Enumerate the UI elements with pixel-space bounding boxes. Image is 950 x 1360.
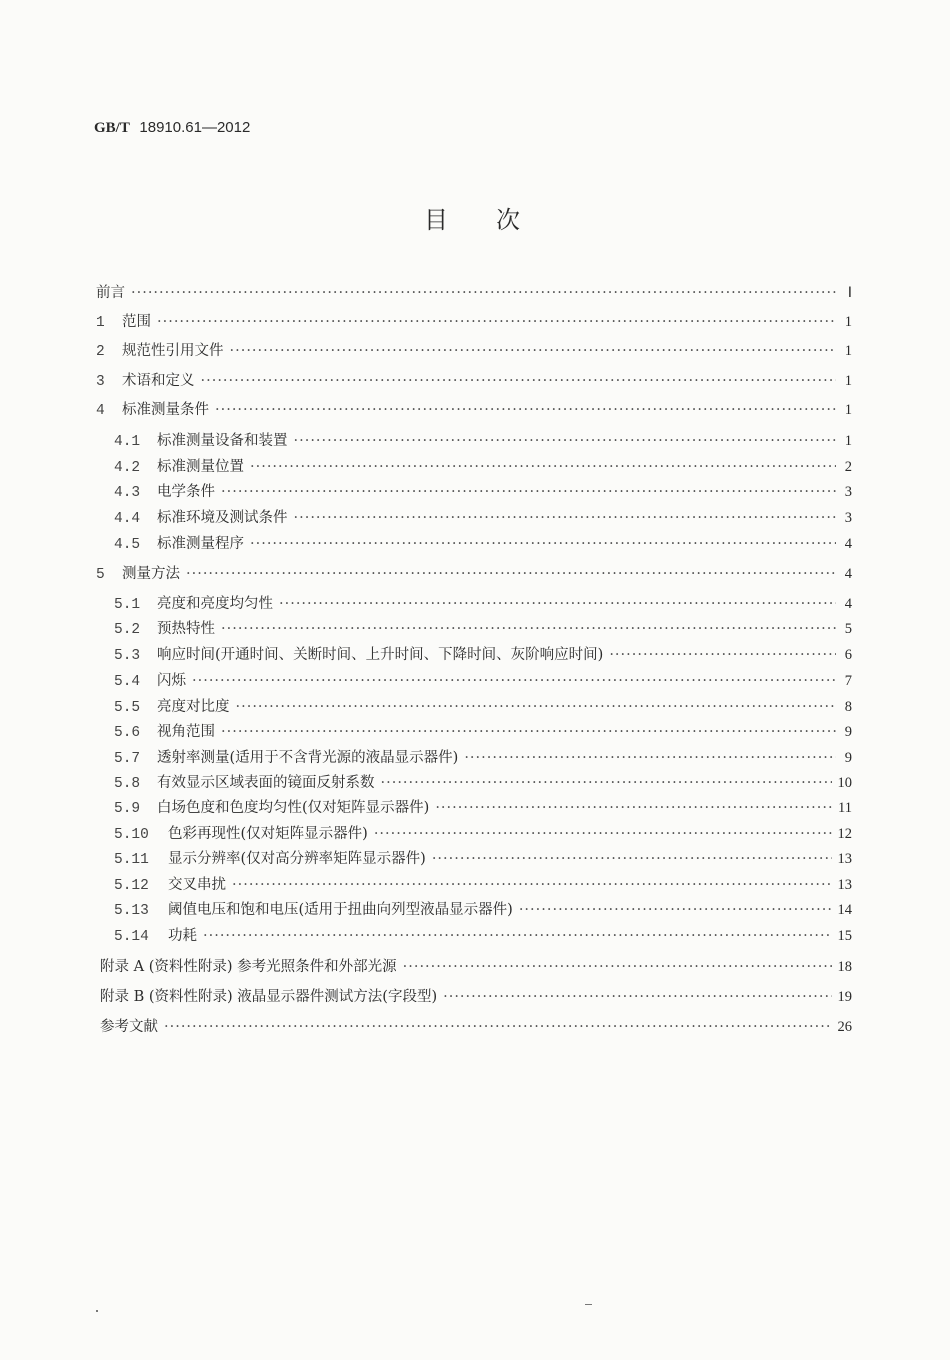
toc-entry-page: 4 — [844, 536, 852, 552]
toc-entry-page: 3 — [844, 510, 852, 526]
toc-entry-page: 1 — [844, 343, 852, 359]
dot-leader — [279, 594, 836, 614]
toc-entry-number: 5.8 — [114, 776, 141, 792]
toc-entry-title: 交叉串扰 — [168, 877, 226, 893]
toc-entry[interactable] — [114, 671, 852, 691]
toc-entry-title: 阈值电压和饱和电压(适用于扭曲向列型液晶显示器件) — [168, 902, 513, 918]
toc-entry-number: 4.5 — [114, 537, 141, 553]
toc-entry-title: 术语和定义 — [122, 373, 195, 389]
toc-entry-title: 标准测量程序 — [157, 536, 244, 552]
dot-leader — [215, 400, 836, 420]
toc-entry-title: 标准环境及测试条件 — [157, 510, 288, 526]
toc-entry[interactable] — [114, 619, 852, 639]
toc-entry[interactable] — [114, 798, 852, 818]
toc-entry[interactable] — [114, 875, 852, 895]
dot-leader — [192, 671, 836, 691]
toc-entry-page: 11 — [838, 800, 852, 816]
toc-entry-title: 有效显示区域表面的镜面反射系数 — [157, 775, 375, 791]
toc-entry-number: 5.11 — [114, 852, 149, 868]
toc-entry-number: 2 — [96, 344, 105, 360]
toc-entry-number: 4.2 — [114, 460, 141, 476]
toc-entry[interactable] — [114, 748, 852, 768]
toc-entry-page: 3 — [844, 484, 852, 500]
toc-entry-page: 1 — [844, 373, 852, 389]
dot-leader — [221, 619, 836, 639]
dot-leader — [435, 798, 832, 818]
toc-entry-page: Ⅰ — [847, 285, 852, 301]
toc-entry[interactable] — [96, 341, 852, 361]
toc-entry-number: 5.13 — [114, 903, 149, 919]
scan-speck — [96, 1310, 98, 1312]
toc-entry-title: 前言 — [96, 285, 125, 301]
toc-entry-number: 4.3 — [114, 485, 141, 501]
toc-entry-number: 5.5 — [114, 700, 141, 716]
toc-entry-title: 闪烁 — [157, 673, 186, 689]
toc-entry[interactable] — [114, 508, 852, 528]
toc-entry[interactable] — [100, 987, 852, 1007]
toc-entry-number: 1 — [96, 315, 105, 331]
toc-entry[interactable] — [114, 697, 852, 717]
dot-leader — [432, 849, 832, 869]
toc-entry-title: 亮度对比度 — [157, 699, 230, 715]
toc-entry-title: 附录 A (资料性附录) 参考光照条件和外部光源 — [100, 959, 397, 975]
dot-leader — [464, 748, 836, 768]
toc-entry-number: 5.12 — [114, 878, 149, 894]
toc-entry-page: 9 — [844, 724, 852, 740]
toc-entry-page: 1 — [844, 402, 852, 418]
dot-leader — [221, 482, 836, 502]
toc-entry[interactable] — [114, 926, 852, 946]
toc-entry-number: 4.4 — [114, 511, 141, 527]
dot-leader — [131, 283, 836, 303]
toc-entry[interactable] — [114, 482, 852, 502]
dot-leader — [236, 697, 837, 717]
toc-entry-title: 标准测量条件 — [122, 402, 209, 418]
dot-leader — [294, 431, 837, 451]
toc-entry[interactable] — [96, 400, 852, 420]
toc-entry-title: 色彩再现性(仅对矩阵显示器件) — [168, 826, 368, 842]
dot-leader — [164, 1017, 832, 1037]
toc-entry-page: 4 — [844, 596, 852, 612]
toc-entry-page: 10 — [837, 775, 852, 791]
toc-entry-page: 13 — [837, 851, 852, 867]
dot-leader — [186, 564, 836, 584]
toc-entry-title: 标准测量设备和装置 — [157, 433, 288, 449]
toc-entry[interactable] — [114, 900, 852, 920]
toc-entry-title: 参考文献 — [100, 1019, 158, 1035]
toc-entry-page: 14 — [837, 902, 852, 918]
toc-entry-page: 4 — [844, 566, 852, 582]
toc-entry-number: 5.9 — [114, 801, 141, 817]
toc-entry-number: 5.3 — [114, 648, 141, 664]
toc-entry[interactable] — [114, 534, 852, 554]
toc-entry-title: 范围 — [122, 314, 151, 330]
toc-entry-number: 3 — [96, 374, 105, 390]
toc-entry-page: 1 — [844, 433, 852, 449]
toc-entry-page: 6 — [844, 647, 852, 663]
toc-entry-page: 2 — [844, 459, 852, 475]
standard-code: 18910.61—2012 — [139, 119, 251, 136]
toc-entry-page: 26 — [837, 1019, 852, 1035]
dot-leader — [443, 987, 831, 1007]
dot-leader — [250, 457, 836, 477]
toc-entry-number: 4.1 — [114, 434, 141, 450]
toc-entry-page: 7 — [844, 673, 852, 689]
toc-entry-title: 视角范围 — [157, 724, 215, 740]
dot-leader — [201, 371, 837, 391]
toc-entry-title: 测量方法 — [122, 566, 180, 582]
toc-entry-title: 功耗 — [168, 928, 197, 944]
toc-entry-page: 9 — [844, 750, 852, 766]
toc-entry-title: 白场色度和色度均匀性(仅对矩阵显示器件) — [157, 800, 430, 816]
toc-entry-page: 1 — [844, 314, 852, 330]
toc-entry-title: 电学条件 — [157, 484, 215, 500]
toc-entry-page: 8 — [844, 699, 852, 715]
dot-leader — [294, 508, 837, 528]
toc-entry[interactable] — [114, 645, 852, 665]
toc-entry-title: 亮度和亮度均匀性 — [157, 596, 273, 612]
toc-entry-title: 透射率测量(适用于不含背光源的液晶显示器件) — [157, 750, 459, 766]
toc-entry[interactable] — [114, 824, 852, 844]
toc-entry[interactable] — [100, 1017, 852, 1037]
dot-leader — [381, 773, 832, 793]
toc-entry[interactable] — [114, 594, 852, 614]
toc-entry-number: 5 — [96, 567, 105, 583]
page-title: 目次 — [424, 206, 568, 234]
toc-entry-title: 标准测量位置 — [157, 459, 244, 475]
toc-entry[interactable] — [114, 722, 852, 742]
toc-entry-page: 12 — [837, 826, 852, 842]
standard-prefix: GB/T — [94, 120, 130, 136]
scan-mark — [585, 1304, 592, 1305]
toc-entry-title: 附录 B (资料性附录) 液晶显示器件测试方法(字段型) — [100, 989, 438, 1005]
dot-leader — [157, 312, 836, 332]
toc-entry-number: 5.6 — [114, 725, 141, 741]
dot-leader — [403, 957, 832, 977]
toc-entry-page: 13 — [837, 877, 852, 893]
dot-leader — [221, 722, 836, 742]
toc-entry[interactable] — [114, 773, 852, 793]
toc-entry[interactable] — [96, 564, 852, 584]
toc-entry-page: 5 — [844, 621, 852, 637]
dot-leader — [203, 926, 832, 946]
toc-entry-title: 响应时间(开通时间、关断时间、上升时间、下降时间、灰阶响应时间) — [157, 647, 604, 663]
toc-entry-page: 18 — [837, 959, 852, 975]
toc-entry[interactable] — [96, 312, 852, 332]
toc-entry[interactable] — [114, 457, 852, 477]
toc-entry[interactable] — [96, 283, 852, 303]
toc-entry[interactable] — [96, 371, 852, 391]
toc-entry[interactable] — [100, 957, 852, 977]
dot-leader — [374, 824, 832, 844]
toc-entry-number: 5.2 — [114, 622, 141, 638]
standard-number — [94, 118, 250, 137]
toc-entry-number: 5.7 — [114, 751, 141, 767]
toc-entry-number: 5.10 — [114, 827, 149, 843]
toc-entry-number: 5.1 — [114, 597, 141, 613]
dot-leader — [609, 645, 836, 665]
dot-leader — [250, 534, 836, 554]
toc-entry-page: 19 — [837, 989, 852, 1005]
toc-entry-page: 15 — [837, 928, 852, 944]
toc-entry-title: 规范性引用文件 — [122, 343, 224, 359]
dot-leader — [230, 341, 837, 361]
toc-entry-number: 5.14 — [114, 929, 149, 945]
toc-entry-title: 预热特性 — [157, 621, 215, 637]
toc-entry-title: 显示分辨率(仅对高分辨率矩阵显示器件) — [168, 851, 426, 867]
dot-leader — [519, 900, 832, 920]
toc-entry[interactable] — [114, 849, 852, 869]
toc-entry[interactable] — [114, 431, 852, 451]
dot-leader — [232, 875, 832, 895]
toc-entry-number: 4 — [96, 403, 105, 419]
toc-entry-number: 5.4 — [114, 674, 141, 690]
